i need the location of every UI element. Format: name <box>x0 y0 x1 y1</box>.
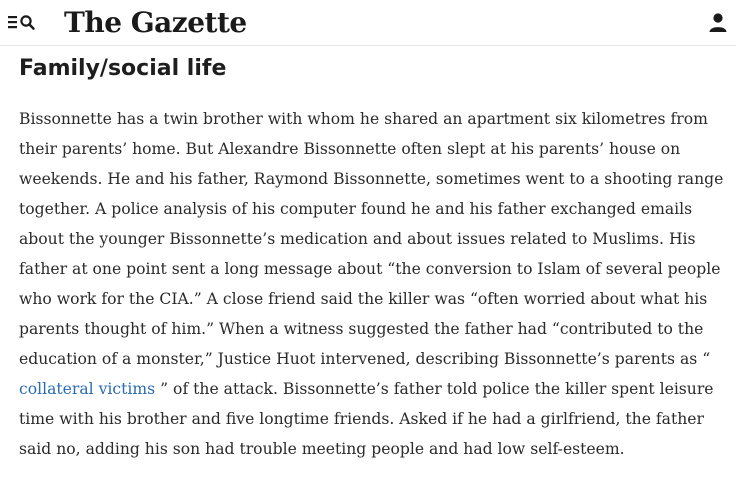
user-icon <box>708 12 728 34</box>
account-button[interactable] <box>708 12 728 34</box>
site-logo[interactable]: The Gazette <box>64 6 247 39</box>
paragraph-text-before-link: Bissonnette has a twin brother with whom he shared an apartment six kilometres from their parents’ home. But Alexandre Bissonnette often slept at his parents’ house on weekends. He and his father, Raymond Bissonnette, sometimes went to a shooting range together. A police analysis of his computer found he and his father exchanged emails about the younger Bissonnette’s medication and about issues related to Muslims. His father at one point sent a long message about “the conversion to Islam of several people who work for the CIA.” A close friend said the killer was “often worried about what his parents thought of him.” When a witness suggested the father had “contributed to the education of a monster,” Justice Huot intervened, describing Bissonnette’s parents as “ <box>19 110 724 368</box>
section-heading: Family/social life <box>19 56 227 81</box>
search-icon <box>8 11 40 33</box>
paragraph-text-after-link: ” of the attack. Bissonnette’s father told police the killer spent leisure time with his brother and five longtime friends. Asked if he had a girlfriend, the father said no, adding his son had trouble meeting people and had low self-esteem. <box>19 380 714 458</box>
menu-search-button[interactable] <box>8 11 40 33</box>
article-paragraph <box>19 104 724 464</box>
collateral-victims-link[interactable]: collateral victims <box>19 380 156 398</box>
site-header <box>0 0 736 46</box>
